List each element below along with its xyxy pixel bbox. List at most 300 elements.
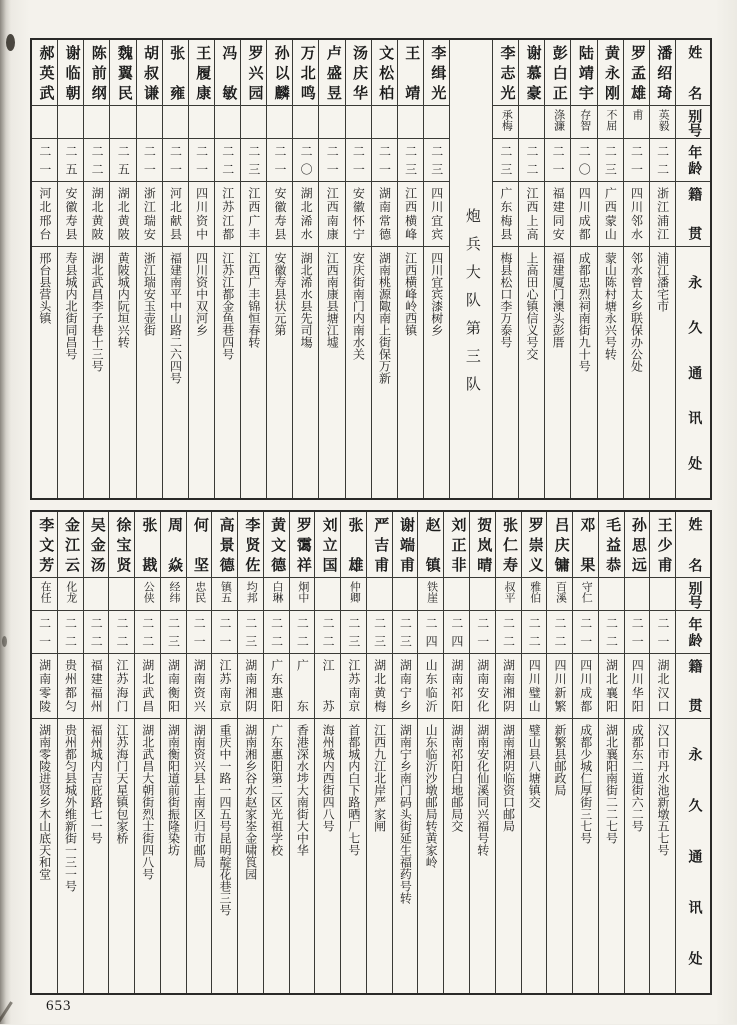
- person-address-text: 贵州都匀县城外维新街一三一号: [63, 724, 78, 892]
- person-native: [599, 654, 624, 719]
- person-native: [189, 182, 214, 247]
- person-name-text: 金江云: [63, 517, 80, 572]
- person-name-text: 严吉甫: [372, 517, 389, 572]
- person-age-text: 二〇: [299, 145, 314, 175]
- person-address: [372, 247, 397, 498]
- person-native-text: 湖北黄陂: [90, 187, 105, 240]
- person-column: [162, 40, 188, 498]
- person-name: [341, 512, 366, 578]
- person-native-text: 湖南零陵: [37, 659, 52, 712]
- person-address-text: 海州城内西街四八号: [321, 724, 336, 832]
- person-name: [135, 512, 160, 578]
- person-alias: [109, 578, 134, 611]
- person-native: [315, 654, 340, 719]
- person-native-text: 浙江浦江: [655, 187, 670, 240]
- row-label-alias-text: 别号: [686, 109, 702, 137]
- person-name: [238, 512, 263, 578]
- person-column: [237, 512, 263, 993]
- row-label-name: [676, 512, 710, 578]
- person-name-text: 王履康: [194, 45, 211, 100]
- person-alias: [424, 106, 449, 139]
- person-name: [598, 40, 623, 106]
- person-address-text: 湖北武昌大朝街烈士街四八号: [140, 724, 155, 880]
- scan-artifact: [2, 636, 7, 647]
- person-column: [521, 512, 547, 993]
- person-alias: [547, 578, 572, 611]
- person-address-text: 江苏江都金鱼巷四号: [220, 252, 235, 360]
- person-alias: [522, 578, 547, 611]
- person-age-text: 二二: [655, 145, 670, 175]
- person-column: [649, 512, 675, 993]
- person-age: [187, 611, 212, 654]
- row-label-address-text: 永久通讯处: [686, 275, 702, 470]
- person-age: [650, 139, 675, 182]
- person-age: [624, 139, 649, 182]
- person-name: [315, 512, 340, 578]
- person-alias: [545, 106, 570, 139]
- person-name: [84, 512, 109, 578]
- person-name: [110, 40, 135, 106]
- person-column: [623, 40, 649, 498]
- person-native: [215, 182, 240, 247]
- person-age: [393, 611, 418, 654]
- person-age-text: 二一: [629, 145, 644, 175]
- person-native-text: 湖南祁阳: [449, 659, 464, 712]
- roster-table-top: [30, 38, 712, 500]
- person-age: [625, 611, 650, 654]
- person-address: [444, 719, 469, 993]
- person-native: [238, 654, 263, 719]
- person-address: [573, 719, 598, 993]
- person-address: [189, 247, 214, 498]
- person-alias-text: 叔平: [502, 581, 515, 603]
- person-name: [625, 512, 650, 578]
- person-native: [32, 654, 57, 719]
- person-address-text: 四川资中双河乡: [194, 252, 209, 336]
- person-alias: [346, 106, 371, 139]
- person-column: [134, 512, 160, 993]
- person-column: [345, 40, 371, 498]
- person-address-text: 福建南平中山路二六四号: [168, 252, 183, 384]
- person-native-text: 江西广丰: [246, 187, 261, 240]
- person-address-text: 湖北襄阳南街二二七号: [604, 724, 619, 844]
- person-name: [599, 512, 624, 578]
- person-alias-text: 炯中: [296, 581, 309, 603]
- person-native-text: 安徽寿县: [272, 187, 287, 240]
- person-name: [650, 512, 675, 578]
- person-alias: [393, 578, 418, 611]
- person-name: [493, 40, 518, 106]
- person-name-text: 汤庆华: [350, 45, 367, 100]
- person-address: [315, 719, 340, 993]
- person-age-text: 二二: [321, 617, 336, 647]
- person-alias: [84, 578, 109, 611]
- person-column: [57, 40, 83, 498]
- person-native-text: 江苏江都: [220, 187, 235, 240]
- person-column: [109, 40, 135, 498]
- person-native: [293, 182, 318, 247]
- person-name: [215, 40, 240, 106]
- person-alias: [650, 106, 675, 139]
- person-column: [572, 512, 598, 993]
- person-name: [161, 512, 186, 578]
- person-alias-text: 承梅: [500, 109, 513, 131]
- person-column: [314, 512, 340, 993]
- person-native: [264, 654, 289, 719]
- person-address: [341, 719, 366, 993]
- person-alias: [187, 578, 212, 611]
- section-divider-label-text: 炮兵大队第三队: [463, 208, 480, 404]
- person-alias: [137, 106, 162, 139]
- person-name-text: 王少甫: [655, 517, 672, 572]
- section-divider-label: [450, 40, 492, 498]
- person-age-text: 二四: [449, 617, 464, 647]
- person-native: [418, 654, 443, 719]
- person-name: [573, 512, 598, 578]
- person-column: [546, 512, 572, 993]
- person-age-text: 二一: [475, 617, 490, 647]
- person-native: [372, 182, 397, 247]
- person-column: [83, 512, 109, 993]
- row-label-alias: [676, 578, 710, 611]
- person-alias-text: 存智: [578, 109, 591, 131]
- person-address-text: 安徽寿县状元第: [272, 252, 287, 336]
- person-name-text: 黄永刚: [602, 45, 619, 100]
- person-native: [650, 654, 675, 719]
- person-column: [32, 40, 57, 498]
- person-age: [212, 611, 237, 654]
- person-address: [58, 719, 83, 993]
- person-name: [267, 40, 292, 106]
- person-native: [341, 654, 366, 719]
- person-name-text: 陆靖宇: [576, 45, 593, 100]
- row-label-address: [676, 719, 710, 993]
- person-name-text: 吕庆镛: [552, 517, 569, 572]
- person-age: [571, 139, 596, 182]
- person-address: [571, 247, 596, 498]
- person-name: [84, 40, 109, 106]
- person-native: [84, 182, 109, 247]
- person-native-text: 广东惠阳: [269, 659, 284, 712]
- person-native-text: 湖南安化: [475, 659, 490, 712]
- person-alias: [189, 106, 214, 139]
- person-age: [215, 139, 240, 182]
- person-native-text: 江苏海门: [114, 659, 129, 712]
- person-age: [346, 139, 371, 182]
- person-native-text: 河北献县: [168, 187, 183, 240]
- person-alias-text: 甫: [630, 109, 643, 120]
- person-address-text: 黄陂城内阮垣兴转: [116, 252, 131, 348]
- person-age-text: 二五: [63, 145, 78, 175]
- person-age-text: 二二: [527, 617, 542, 647]
- person-alias-text: 不屈: [604, 109, 617, 131]
- person-address: [624, 247, 649, 498]
- person-name-text: 谢慕豪: [524, 45, 541, 100]
- person-native-text: 贵州都匀: [63, 659, 78, 712]
- person-age: [418, 611, 443, 654]
- person-alias: [470, 578, 495, 611]
- person-age-text: 二四: [424, 617, 439, 647]
- person-alias: [32, 106, 57, 139]
- person-alias: [493, 106, 518, 139]
- person-native: [444, 654, 469, 719]
- person-alias-text: 铁崖: [425, 581, 438, 603]
- row-label-alias: [676, 106, 710, 139]
- person-address-text: 江西南康县塘江墟: [325, 252, 340, 348]
- person-name: [58, 40, 83, 106]
- person-address: [393, 719, 418, 993]
- person-native: [58, 654, 83, 719]
- person-address-text: 首都城内白下路晒厂七号: [346, 724, 361, 856]
- person-alias: [418, 578, 443, 611]
- person-address: [367, 719, 392, 993]
- person-age-text: 二二: [90, 145, 105, 175]
- person-address: [161, 719, 186, 993]
- person-name: [444, 512, 469, 578]
- row-label-name: [676, 40, 710, 106]
- person-native: [624, 182, 649, 247]
- person-name: [137, 40, 162, 106]
- person-native-text: 江苏南京: [346, 659, 361, 712]
- person-age: [545, 139, 570, 182]
- person-address: [493, 247, 518, 498]
- person-name-text: 高景德: [217, 517, 234, 572]
- row-label-name-text: 姓名: [686, 517, 702, 572]
- person-age-text: 二一: [377, 145, 392, 175]
- person-address: [241, 247, 266, 498]
- person-age-text: 二三: [372, 617, 387, 647]
- person-address: [32, 719, 57, 993]
- person-age: [519, 139, 544, 182]
- person-address-text: 湖南宁乡南门码头街延生福药号转: [398, 724, 413, 904]
- person-age-text: 二二: [140, 617, 155, 647]
- person-age-text: 二一: [194, 145, 209, 175]
- person-native-text: 湖北黄陂: [116, 187, 131, 240]
- person-column: [83, 40, 109, 498]
- person-column: [136, 40, 162, 498]
- person-column: [469, 512, 495, 993]
- person-alias: [341, 578, 366, 611]
- person-name: [32, 40, 57, 106]
- person-name: [241, 40, 266, 106]
- person-age-text: 二三: [498, 145, 513, 175]
- person-age: [341, 611, 366, 654]
- person-address-text: 湖南湘乡谷水赵家峑金啸筤园: [243, 724, 258, 880]
- person-address-text: 山东临沂沙墩邮局转黄家岭: [424, 724, 439, 868]
- person-native: [398, 182, 423, 247]
- person-native: [290, 654, 315, 719]
- person-address-text: 浦江潘宅市: [655, 252, 670, 312]
- person-address-text: 福建厦门澳头彭厝: [551, 252, 566, 348]
- person-address: [547, 719, 572, 993]
- person-name-text: 李文芳: [37, 517, 54, 572]
- person-age: [135, 611, 160, 654]
- person-native: [547, 654, 572, 719]
- person-name-text: 张戡: [140, 517, 157, 572]
- person-address: [215, 247, 240, 498]
- row-label-age-text: 年龄: [686, 145, 702, 175]
- person-name-text: 罗孟雄: [629, 45, 646, 100]
- person-address: [84, 247, 109, 498]
- person-address: [599, 719, 624, 993]
- person-column: [160, 512, 186, 993]
- person-address: [58, 247, 83, 498]
- person-name: [367, 512, 392, 578]
- person-native-text: 江西南康: [325, 187, 340, 240]
- person-column: [214, 40, 240, 498]
- person-native-text: 安徽寿县: [63, 187, 78, 240]
- person-name: [545, 40, 570, 106]
- person-age-text: 二二: [114, 617, 129, 647]
- person-native-text: 湖南常德: [377, 187, 392, 240]
- person-alias-text: 涤濂: [552, 109, 565, 131]
- person-name-text: 吴金汤: [88, 517, 105, 572]
- person-native: [32, 182, 57, 247]
- person-native-text: 湖南湘阴: [501, 659, 516, 712]
- person-address: [346, 247, 371, 498]
- person-native: [163, 182, 188, 247]
- person-age-text: 二二: [524, 145, 539, 175]
- person-native: [367, 654, 392, 719]
- roster-table-bottom: [30, 510, 712, 995]
- person-age-text: 二三: [346, 617, 361, 647]
- person-alias: [398, 106, 423, 139]
- person-name: [547, 512, 572, 578]
- person-name: [163, 40, 188, 106]
- person-name-text: 谢端甫: [397, 517, 414, 572]
- person-alias: [444, 578, 469, 611]
- person-alias: [264, 578, 289, 611]
- person-age: [241, 139, 266, 182]
- person-native: [58, 182, 83, 247]
- person-age-text: 二二: [89, 617, 104, 647]
- person-name-text: 刘正非: [449, 517, 466, 572]
- person-name: [32, 512, 57, 578]
- person-name-text: 贺岚晴: [475, 517, 492, 572]
- person-address-text: 蒙山陈村塘永兴号转: [603, 252, 618, 360]
- person-native-text: 四川邻水: [629, 187, 644, 240]
- person-address: [625, 719, 650, 993]
- person-alias: [598, 106, 623, 139]
- person-native-text: 广东梅县: [498, 187, 513, 240]
- person-native: [522, 654, 547, 719]
- person-name: [496, 512, 521, 578]
- person-native-text: 河北邢台: [37, 187, 52, 240]
- person-name-text: 李贤佐: [243, 517, 260, 572]
- person-column: [318, 40, 344, 498]
- person-age: [238, 611, 263, 654]
- person-alias-text: 英毅: [657, 109, 670, 131]
- person-age-text: 二三: [403, 145, 418, 175]
- person-native-text: 湖南宁乡: [398, 659, 413, 712]
- person-age-text: 二三: [603, 145, 618, 175]
- person-name: [571, 40, 596, 106]
- person-alias: [315, 578, 340, 611]
- person-address-text: 湖北浠水县先司塲: [299, 252, 314, 348]
- person-age: [32, 611, 57, 654]
- person-address-text: 广东惠阳第二区光祖学校: [269, 724, 284, 856]
- person-age: [32, 139, 57, 182]
- person-column: [263, 512, 289, 993]
- person-native-text: 四川成都: [577, 187, 592, 240]
- person-column: [598, 512, 624, 993]
- person-native-text: 山东临沂: [424, 659, 439, 712]
- person-alias-text: 经纬: [167, 581, 180, 603]
- row-label-address-text: 永久通讯处: [686, 747, 702, 965]
- person-native: [212, 654, 237, 719]
- person-name-text: 魏翼民: [115, 45, 132, 100]
- person-alias: [267, 106, 292, 139]
- person-age: [163, 139, 188, 182]
- person-native: [424, 182, 449, 247]
- person-age-text: 二二: [269, 617, 284, 647]
- person-alias: [58, 106, 83, 139]
- person-alias-text: 仲卿: [348, 581, 361, 603]
- row-label-age-text: 年龄: [686, 617, 702, 647]
- row-header-column: [675, 512, 710, 993]
- person-alias: [215, 106, 240, 139]
- person-alias-text: 忠民: [193, 581, 206, 603]
- person-alias: [625, 578, 650, 611]
- person-name: [109, 512, 134, 578]
- person-name: [393, 512, 418, 578]
- person-address-text: 江西九江北岸严家闸: [372, 724, 387, 832]
- person-address-text: 香港深水埗大南街大中华: [295, 724, 310, 856]
- person-column: [211, 512, 237, 993]
- person-name-text: 黄文德: [269, 517, 286, 572]
- person-age-text: 二〇: [577, 145, 592, 175]
- person-age: [493, 139, 518, 182]
- person-address-text: 浙江瑞安玉壶街: [142, 252, 157, 336]
- person-address-text: 梅县松口李万泰号: [498, 252, 513, 348]
- person-column: [266, 40, 292, 498]
- person-age-text: 二三: [429, 145, 444, 175]
- person-age-text: 二二: [220, 145, 235, 175]
- person-name: [290, 512, 315, 578]
- person-native-text: 安徽怀宁: [351, 187, 366, 240]
- person-column: [495, 512, 521, 993]
- person-alias: [238, 578, 263, 611]
- person-address-text: 江西广丰锦恒春转: [246, 252, 261, 348]
- person-name-text: 王靖: [403, 45, 420, 100]
- person-age-text: 二三: [398, 617, 413, 647]
- person-name-text: 陈前纲: [89, 45, 106, 100]
- person-age: [58, 139, 83, 182]
- person-native-text: 湖北汉口: [656, 659, 671, 712]
- person-address-text: 新繁县邮政局: [552, 724, 567, 796]
- person-address: [290, 719, 315, 993]
- person-column: [366, 512, 392, 993]
- person-address-text: 湖南安化仙溪同兴福号转: [475, 724, 490, 856]
- person-native-text: 四川璧山: [527, 659, 542, 712]
- person-column: [340, 512, 366, 993]
- person-age: [267, 139, 292, 182]
- person-name: [522, 512, 547, 578]
- person-name-text: 徐宝贤: [114, 517, 131, 572]
- person-native: [267, 182, 292, 247]
- row-header-column: [675, 40, 710, 498]
- person-address: [238, 719, 263, 993]
- person-alias-text: 守仁: [580, 581, 593, 603]
- person-name-text: 邓果: [578, 517, 595, 572]
- person-column: [417, 512, 443, 993]
- person-age-text: 二一: [656, 617, 671, 647]
- person-native: [650, 182, 675, 247]
- person-address-text: 成都东二道街六二号: [630, 724, 645, 832]
- person-address-text: 成都少城仁厚街三七号: [578, 724, 593, 844]
- person-native-text: 四川宜宾: [429, 187, 444, 240]
- person-alias-text: 化龙: [64, 581, 77, 603]
